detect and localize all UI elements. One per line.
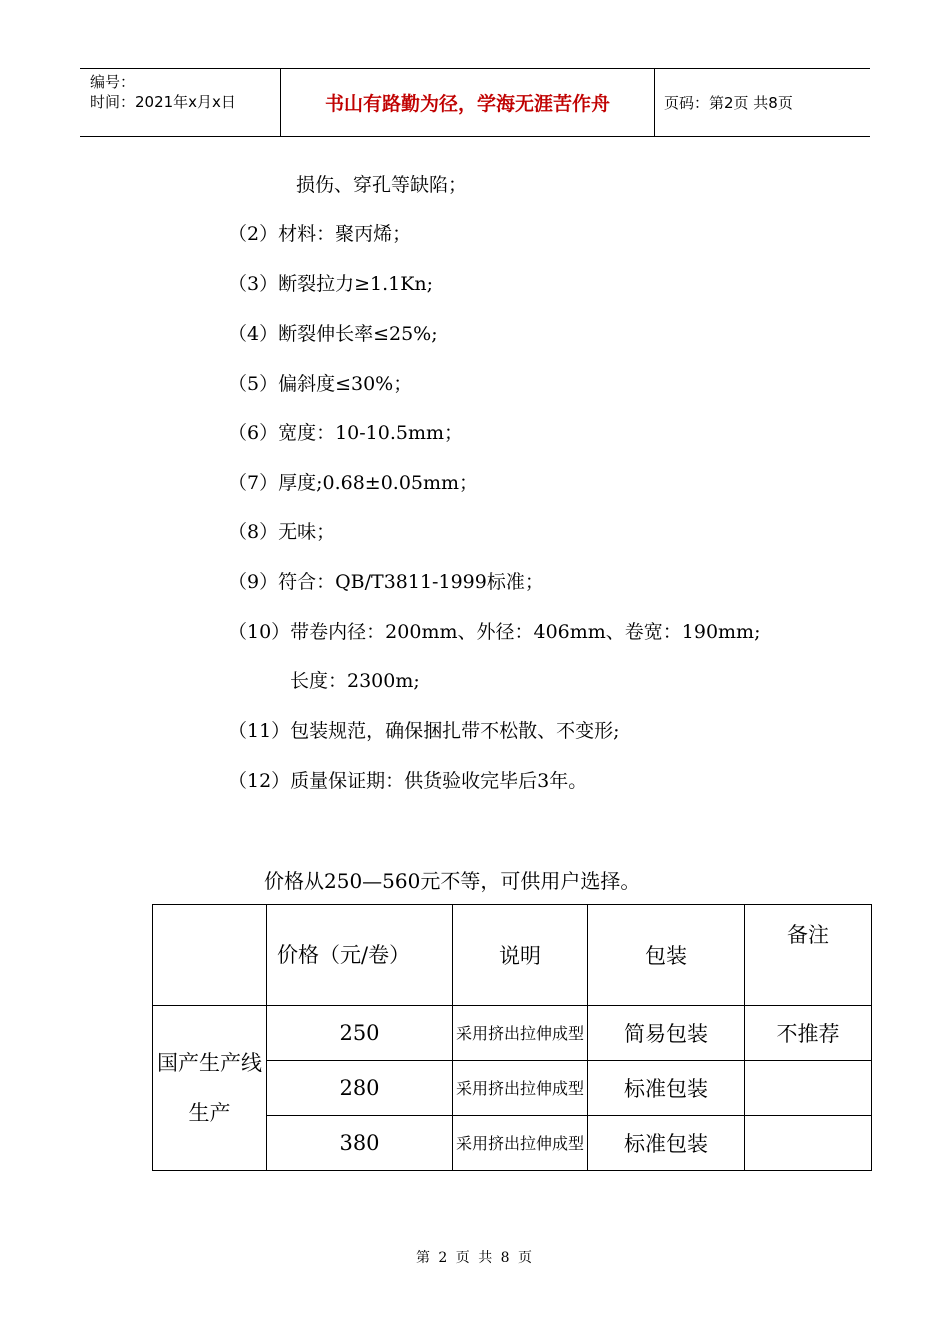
header-cell-empty	[153, 905, 267, 1006]
body-line-12: （11）包装规范，确保捆扎带不松散、不变形;	[228, 720, 620, 742]
header-meta	[80, 69, 280, 136]
price-cell: 280	[267, 1061, 453, 1116]
body-line-10: （10）带卷内径：200mm、外径：406mm、卷宽：190mm;	[228, 621, 761, 643]
body-line-3: （3）断裂拉力≥1.1Kn;	[228, 273, 434, 295]
body-line-2: （2）材料：聚丙烯；	[228, 223, 412, 245]
pack-cell: 简易包装	[588, 1006, 745, 1061]
header-cell-note: 备注	[745, 905, 872, 1006]
price-cell: 250	[267, 1006, 453, 1061]
body-line-7: （7）厚度;0.68±0.05mm；	[228, 472, 479, 494]
pack-cell: 标准包装	[588, 1061, 745, 1116]
body-line-6: （6）宽度：10-10.5mm；	[228, 422, 464, 444]
page-header	[80, 68, 870, 137]
body-line-9: （9）符合：QB/T3811-1999标准；	[228, 571, 544, 593]
desc-cell: 采用挤出拉伸成型	[453, 1006, 588, 1061]
table-header-row	[153, 905, 872, 1006]
header-page-info	[654, 69, 870, 136]
header-cell-desc: 说明	[453, 905, 588, 1006]
desc-cell: 采用挤出拉伸成型	[453, 1061, 588, 1116]
desc-cell: 采用挤出拉伸成型	[453, 1116, 588, 1171]
body-line-11: 长度：2300m;	[290, 670, 420, 692]
price-cell: 380	[267, 1116, 453, 1171]
note-cell	[745, 1061, 872, 1116]
time-label: 时间：2021年x月x日	[90, 93, 236, 111]
price-table	[152, 904, 872, 1171]
body-line-1: 损伤、穿孔等缺陷；	[296, 174, 468, 196]
origin-cell: 国产生产线生产	[153, 1006, 267, 1171]
price-intro: 价格从250—560元不等，可供用户选择。	[264, 869, 641, 893]
header-cell-pack: 包装	[588, 905, 745, 1006]
body-line-8: （8）无味；	[228, 521, 336, 543]
note-cell	[745, 1116, 872, 1171]
header-motto: 书山有路勤为径，学海无涯苦作舟	[280, 69, 655, 136]
page-info-text: 页码：第2页 共8页	[664, 94, 793, 112]
body-line-5: （5）偏斜度≤30%；	[228, 373, 413, 395]
serial-label: 编号：	[90, 73, 136, 91]
pack-cell: 标准包装	[588, 1116, 745, 1171]
table-row	[153, 1006, 872, 1061]
body-line-4: （4）断裂伸长率≤25%;	[228, 323, 438, 345]
note-cell: 不推荐	[745, 1006, 872, 1061]
body-line-13: （12）质量保证期：供货验收完毕后3年。	[228, 770, 588, 792]
header-cell-price: 价格（元/卷）	[267, 905, 453, 1006]
page-footer: 第 2 页 共 8 页	[415, 1250, 535, 1266]
